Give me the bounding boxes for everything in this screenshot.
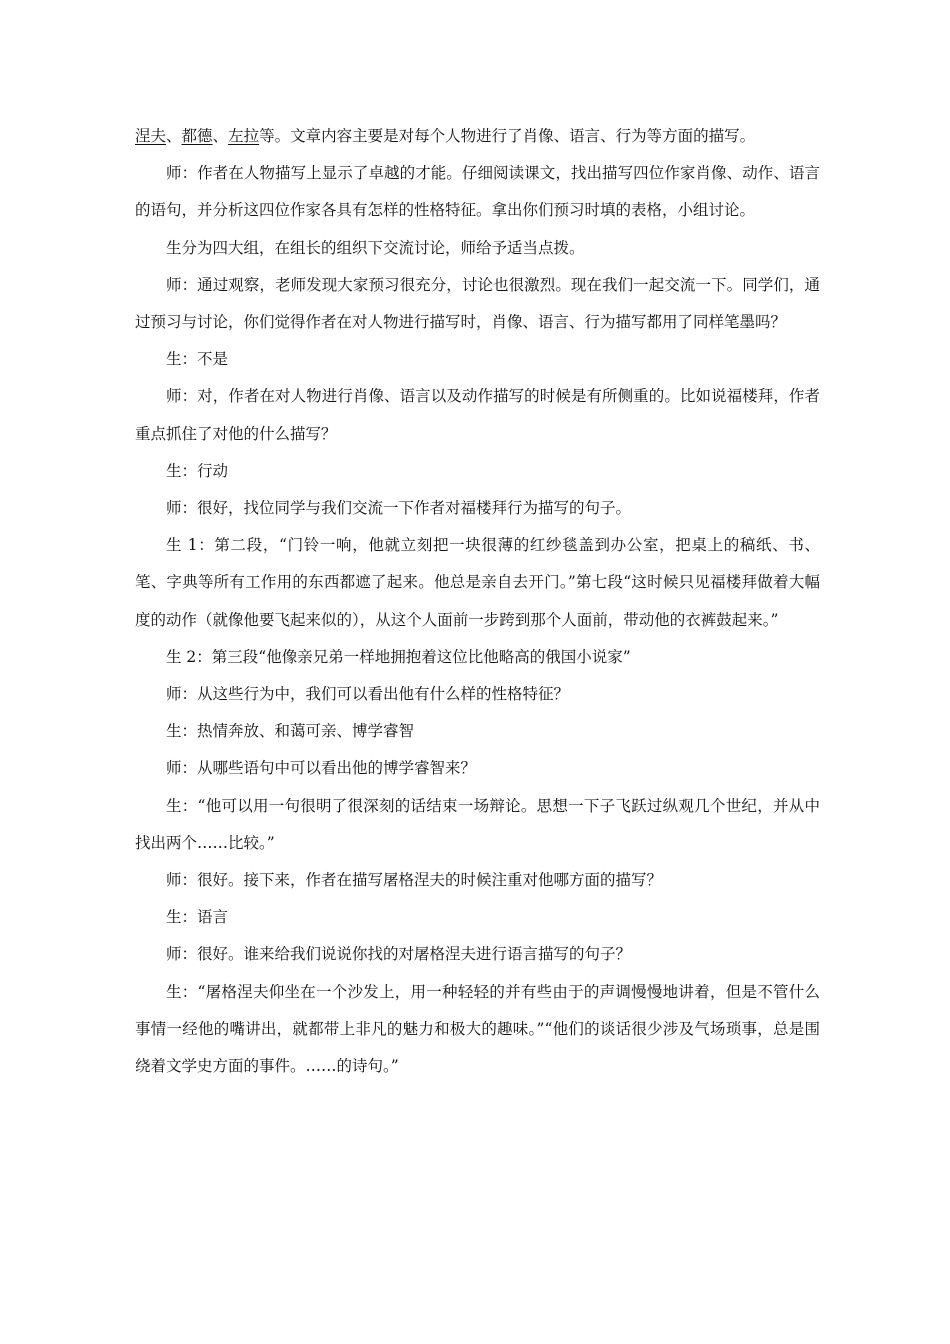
name-link: 左拉 [228,127,260,145]
paragraph: 师：很好。谁来给我们说说你找的对屠格涅夫进行语言描写的句子？ [166,945,632,964]
name-link: 涅夫 [135,127,167,145]
paragraph: 师：通过观察，老师发现大家预习很充分，讨论也很激烈。现在我们一起交流一下。同学们，通过预习与讨论，你们觉得作者在对人物进行描写时，肖像、语言、行为描写都用了同样笔墨吗？ [135,275,820,332]
paragraph: 师：对，作者在对人物进行肖像、语言以及动作描写的时候是有所侧重的。比如说福楼拜，作者重点抓住了对他的什么描写？ [135,387,820,443]
intro-paragraph [135,118,820,155]
paragraph: 师：很好，找位同学与我们交流一下作者对福楼拜行为描写的句子。 [166,499,632,518]
paragraph: 师：作者在人物描写上显示了卓越的才能。仔细阅读课文，找出描写四位作家肖像、动作、语言的语句，并分析这四位作家各具有怎样的性格特征。拿出你们预习时填的表格，小组讨论。 [135,164,820,220]
document-page [135,118,820,1085]
paragraph: 生 1：第二段，“门铃一响，他就立刻把一块很薄的红纱毯盖到办公室，把桌上的稿纸、书、笔、字典等所有工作用的东西都遮了起来。他总是亲自去开门。”第七段“这时候只见福楼拜做着大幅度的动作（就像他要飞起来似的），从这个人面前一步跨到那个人面前，带动他的衣裤鼓起来。” [135,536,820,629]
separator: 、 [166,127,182,145]
paragraph: 师：从这些行为中，我们可以看出他有什么样的性格特征？ [166,685,570,704]
paragraph: 生 2：第三段“他像亲兄弟一样地拥抱着这位比他略高的俄国小说家” [166,647,631,666]
intro-text: 等。文章内容主要是对每个人物进行了肖像、语言、行为等方面的描写。 [259,127,756,145]
paragraph: 生：“他可以用一句很明了很深刻的话结束一场辩论。思想一下子飞跃过纵观几个世纪，并从中找出两个……比较。” [135,796,820,852]
paragraph: 生：“屠格涅夫仰坐在一个沙发上，用一种轻轻的并有些由于的声调慢慢地讲着，但是不管什么事情一经他的嘴讲出，就都带上非凡的魅力和极大的趣味。”“他们的谈话很少涉及气场琐事，总是围绕着文学史方面的事件。……的诗句。” [135,982,820,1076]
name-link: 都德 [181,127,213,145]
paragraph: 生：不是 [166,350,229,369]
separator: 、 [212,127,229,145]
paragraph: 生：热情奔放、和蔼可亲、博学睿智 [166,722,415,741]
paragraph: 生：行动 [166,461,229,480]
paragraph: 师：很好。接下来，作者在描写屠格涅夫的时候注重对他哪方面的描写？ [166,871,663,890]
paragraph: 生：语言 [166,908,229,927]
paragraph: 师：从哪些语句中可以看出他的博学睿智来？ [166,759,477,778]
paragraph: 生分为四大组，在组长的组织下交流讨论，师给予适当点拨。 [166,238,585,257]
